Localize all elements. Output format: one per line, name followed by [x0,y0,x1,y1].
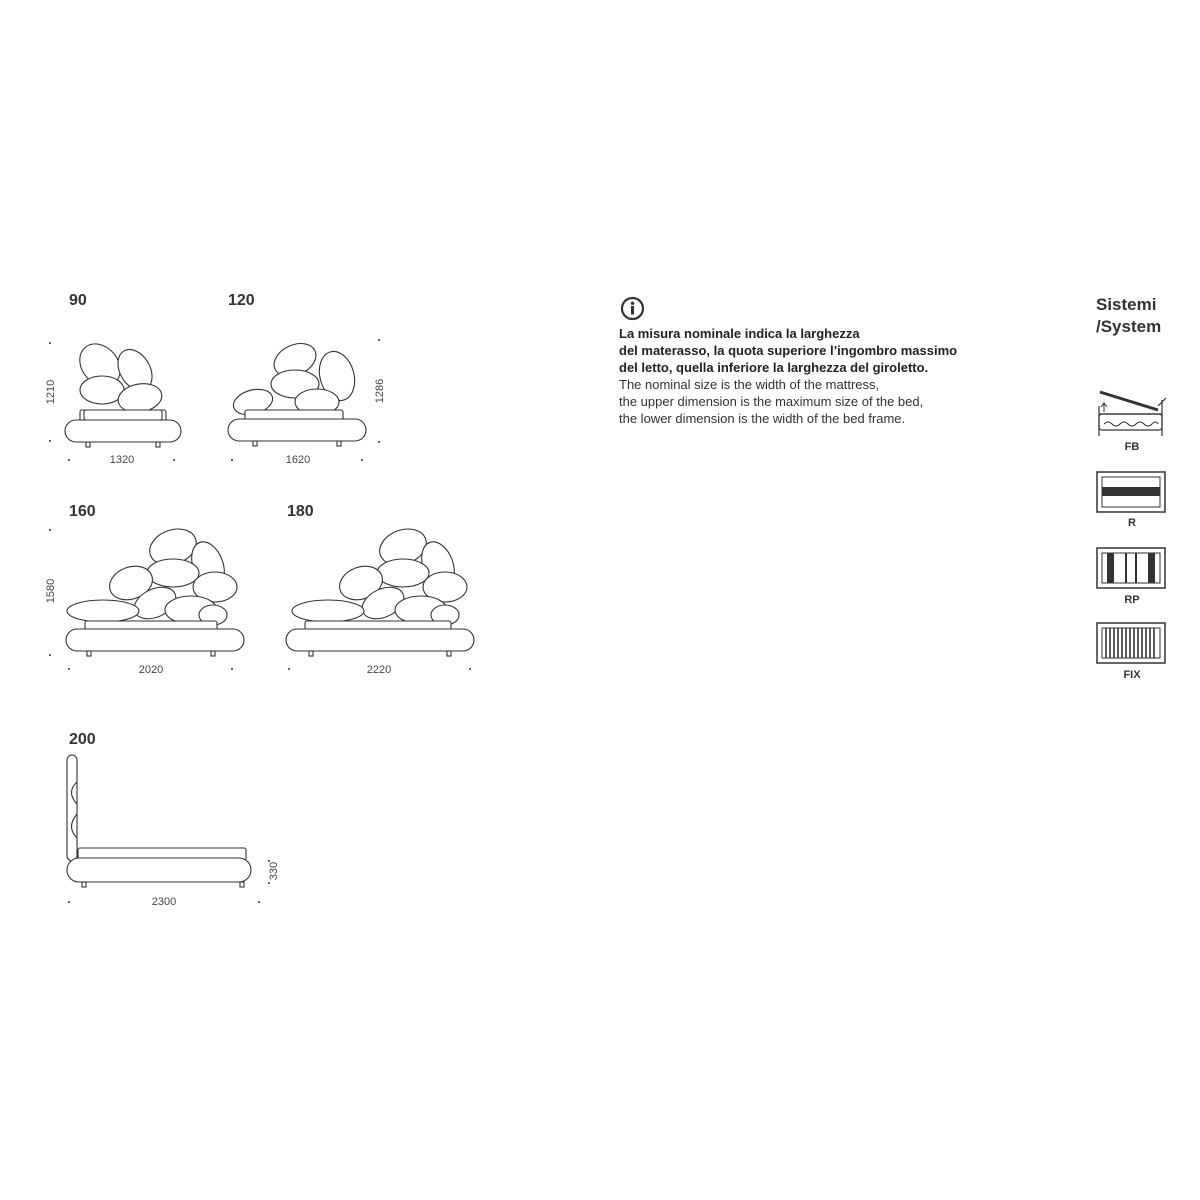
system-label-fix: FIX [1123,669,1141,681]
system-label-r: R [1128,517,1136,529]
width-dim-180: 2220 [366,664,392,676]
width-dim-120: 1620 [285,454,311,466]
size-label-90: 90 [69,292,87,309]
dim-dot [49,440,51,442]
dim-dot [288,668,290,670]
height-dim-160: 1580 [45,578,57,604]
info-it-line: del letto, quella inferiore la larghezza del giroletto. [619,360,929,375]
width-dim-200: 2300 [151,896,177,908]
dim-dot [378,339,380,341]
dim-dot [258,901,260,903]
slat-base-icon [1096,471,1168,515]
dim-dot [68,901,70,903]
dim-dot [469,668,471,670]
dim-dot [68,668,70,670]
info-icon [620,296,646,322]
size-label-180: 180 [287,503,314,520]
height-dim-120: 1286 [374,378,386,404]
bed-drawing-90 [60,340,190,450]
info-en-line: the lower dimension is the width of the bed frame. [619,411,906,426]
height-dim-200: 330 [268,861,280,881]
dim-dot [49,529,51,531]
removable-slat-icon [1096,547,1168,591]
width-dim-160: 2020 [138,664,164,676]
dim-dot [173,459,175,461]
dim-dot [68,459,70,461]
dim-dot [231,459,233,461]
info-text [619,325,1039,427]
dim-dot [49,342,51,344]
size-label-160: 160 [69,503,96,520]
size-label-200: 200 [69,731,96,748]
info-en-line: The nominal size is the width of the mattress, [619,377,880,392]
dim-dot [49,654,51,656]
height-dim-90: 1210 [45,379,57,405]
dim-dot [361,459,363,461]
systems-title: Sistemi /System [1096,295,1162,336]
system-label-fb: FB [1124,441,1140,453]
width-dim-90: 1320 [109,454,135,466]
bed-drawing-180 [283,525,478,660]
bed-drawing-120 [225,338,370,450]
system-label-rp: RP [1124,594,1140,606]
info-it-line: La misura nominale indica la larghezza [619,326,860,341]
info-it-line: del materasso, la quota superiore l’ingombro massimo [619,343,958,358]
dim-dot [378,441,380,443]
fixed-slat-icon [1096,622,1168,666]
storage-bed-icon [1096,390,1172,440]
bed-drawing-160 [63,525,248,660]
info-en-line: the upper dimension is the maximum size of the bed, [619,394,924,409]
bed-drawing-200-side [60,752,270,892]
size-label-120: 120 [228,292,255,309]
dim-dot [231,668,233,670]
